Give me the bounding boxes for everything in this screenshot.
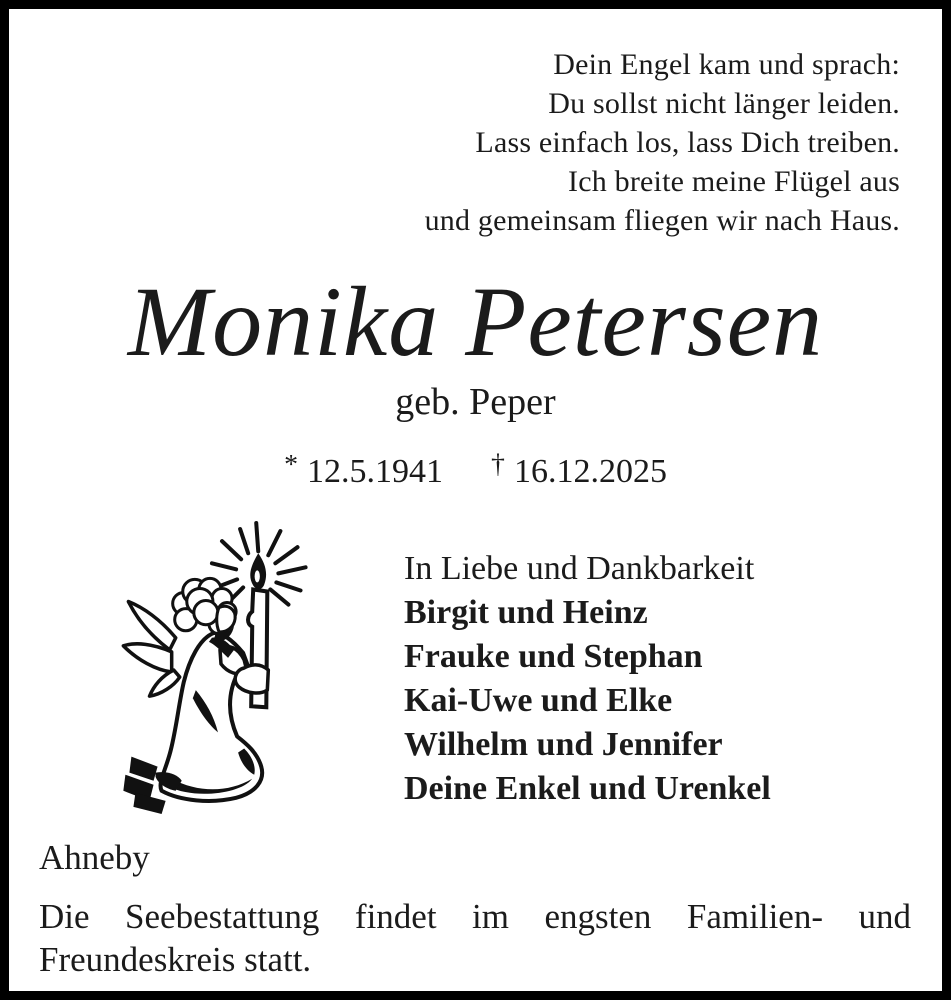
birth-date	[284, 445, 443, 492]
poem	[425, 45, 900, 240]
death-date-value: 16.12.2025	[513, 453, 667, 490]
flame-core	[255, 570, 260, 582]
mourner-name: Wilhelm und Jennifer	[404, 726, 723, 763]
death-date	[491, 445, 667, 492]
mourners-block	[404, 547, 771, 811]
mourner-name: Deine Enkel und Urenkel	[404, 770, 771, 807]
mourner-name: Birgit und Heinz	[404, 594, 648, 631]
birth-date-value: 12.5.1941	[307, 453, 443, 490]
angel-head	[173, 578, 236, 641]
angel-wing	[123, 602, 179, 697]
life-dates	[9, 445, 942, 492]
funeral-notice-line: Freundeskreis statt.	[39, 940, 312, 979]
mourners-intro: In Liebe und Dankbarkeit	[404, 550, 755, 587]
poem-line: Du sollst nicht länger leiden.	[548, 87, 900, 120]
poem-line: Lass einfach los, lass Dich treiben.	[475, 126, 900, 159]
mourner-name: Kai-Uwe und Elke	[404, 682, 673, 719]
death-cross-icon: †	[491, 449, 505, 480]
poem-line: Ich breite meine Flügel aus	[568, 165, 900, 198]
deceased-name: Monika Petersen	[127, 266, 824, 377]
funeral-notice-line: Die Seebestattung findet im engsten Familien- und	[39, 897, 911, 936]
poem-line: Dein Engel kam und sprach:	[553, 48, 900, 81]
poem-line: und gemeinsam fliegen wir nach Haus.	[424, 204, 900, 237]
maiden-name: geb. Peper	[395, 381, 556, 423]
kneeling-angel-with-candle-icon	[115, 519, 327, 821]
mourner-name: Frauke und Stephan	[404, 638, 703, 675]
location: Ahneby	[39, 838, 150, 877]
birth-star-icon: *	[284, 449, 298, 480]
funeral-notice	[39, 895, 911, 981]
